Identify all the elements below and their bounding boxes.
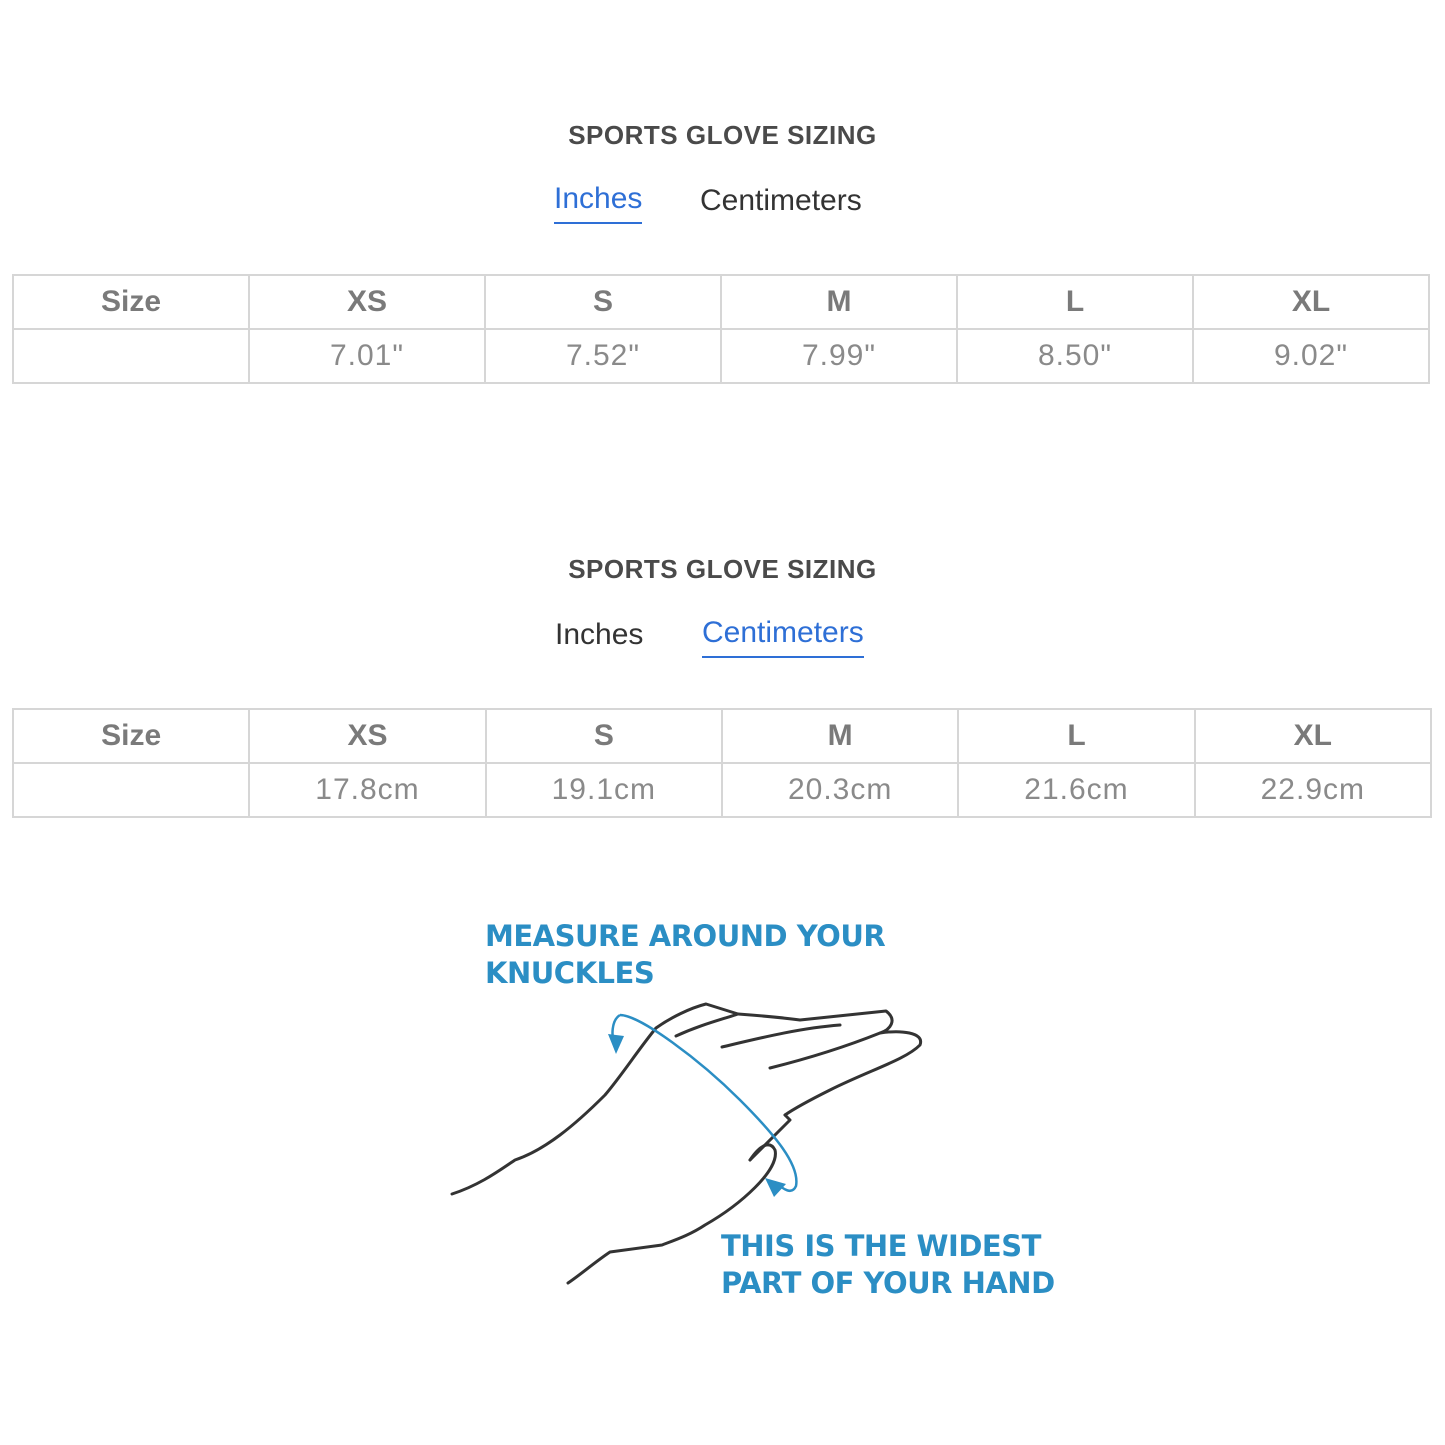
table-row xyxy=(13,763,1431,817)
tab-centimeters[interactable]: Centimeters xyxy=(700,184,862,217)
section-title: SPORTS GLOVE SIZING xyxy=(568,554,877,584)
sizing-section-centimeters xyxy=(0,546,1445,806)
table-header-row xyxy=(13,709,1431,763)
caption-line: PART OF YOUR HAND xyxy=(721,1266,1055,1300)
value-cell: 22.9cm xyxy=(1195,763,1431,817)
header-cell: Size xyxy=(13,275,249,329)
header-cell: XL xyxy=(1193,275,1429,329)
value-cell xyxy=(13,763,249,817)
header-cell: S xyxy=(486,709,722,763)
tab-inches[interactable]: Inches xyxy=(554,178,642,224)
widest-part-caption xyxy=(721,1228,1055,1302)
header-cell: XS xyxy=(249,709,485,763)
unit-tabs xyxy=(0,178,1445,224)
header-cell: XS xyxy=(249,275,485,329)
measure-loop xyxy=(613,1015,797,1191)
value-cell: 7.52" xyxy=(485,329,721,383)
value-cell: 21.6cm xyxy=(958,763,1194,817)
header-cell: M xyxy=(721,275,957,329)
tab-inches[interactable]: Inches xyxy=(555,618,644,651)
value-cell: 19.1cm xyxy=(486,763,722,817)
value-cell: 7.99" xyxy=(721,329,957,383)
caption-line: THIS IS THE WIDEST xyxy=(721,1229,1041,1263)
size-table xyxy=(12,708,1432,818)
header-cell: XL xyxy=(1195,709,1431,763)
caption-line: MEASURE AROUND YOUR xyxy=(485,919,886,953)
section-title: SPORTS GLOVE SIZING xyxy=(568,120,877,150)
value-cell: 9.02" xyxy=(1193,329,1429,383)
value-cell: 17.8cm xyxy=(249,763,485,817)
header-cell: L xyxy=(957,275,1193,329)
header-cell: Size xyxy=(13,709,249,763)
value-cell: 8.50" xyxy=(957,329,1193,383)
value-cell: 7.01" xyxy=(249,329,485,383)
header-cell: S xyxy=(485,275,721,329)
header-cell: M xyxy=(722,709,958,763)
tab-centimeters[interactable]: Centimeters xyxy=(702,612,864,658)
header-cell: L xyxy=(958,709,1194,763)
size-table xyxy=(12,274,1430,384)
unit-tabs xyxy=(0,612,1445,658)
sizing-section-inches xyxy=(0,112,1445,372)
caption-line: KNUCKLES xyxy=(485,956,655,990)
value-cell xyxy=(13,329,249,383)
value-cell: 20.3cm xyxy=(722,763,958,817)
table-row xyxy=(13,329,1429,383)
table-header-row xyxy=(13,275,1429,329)
